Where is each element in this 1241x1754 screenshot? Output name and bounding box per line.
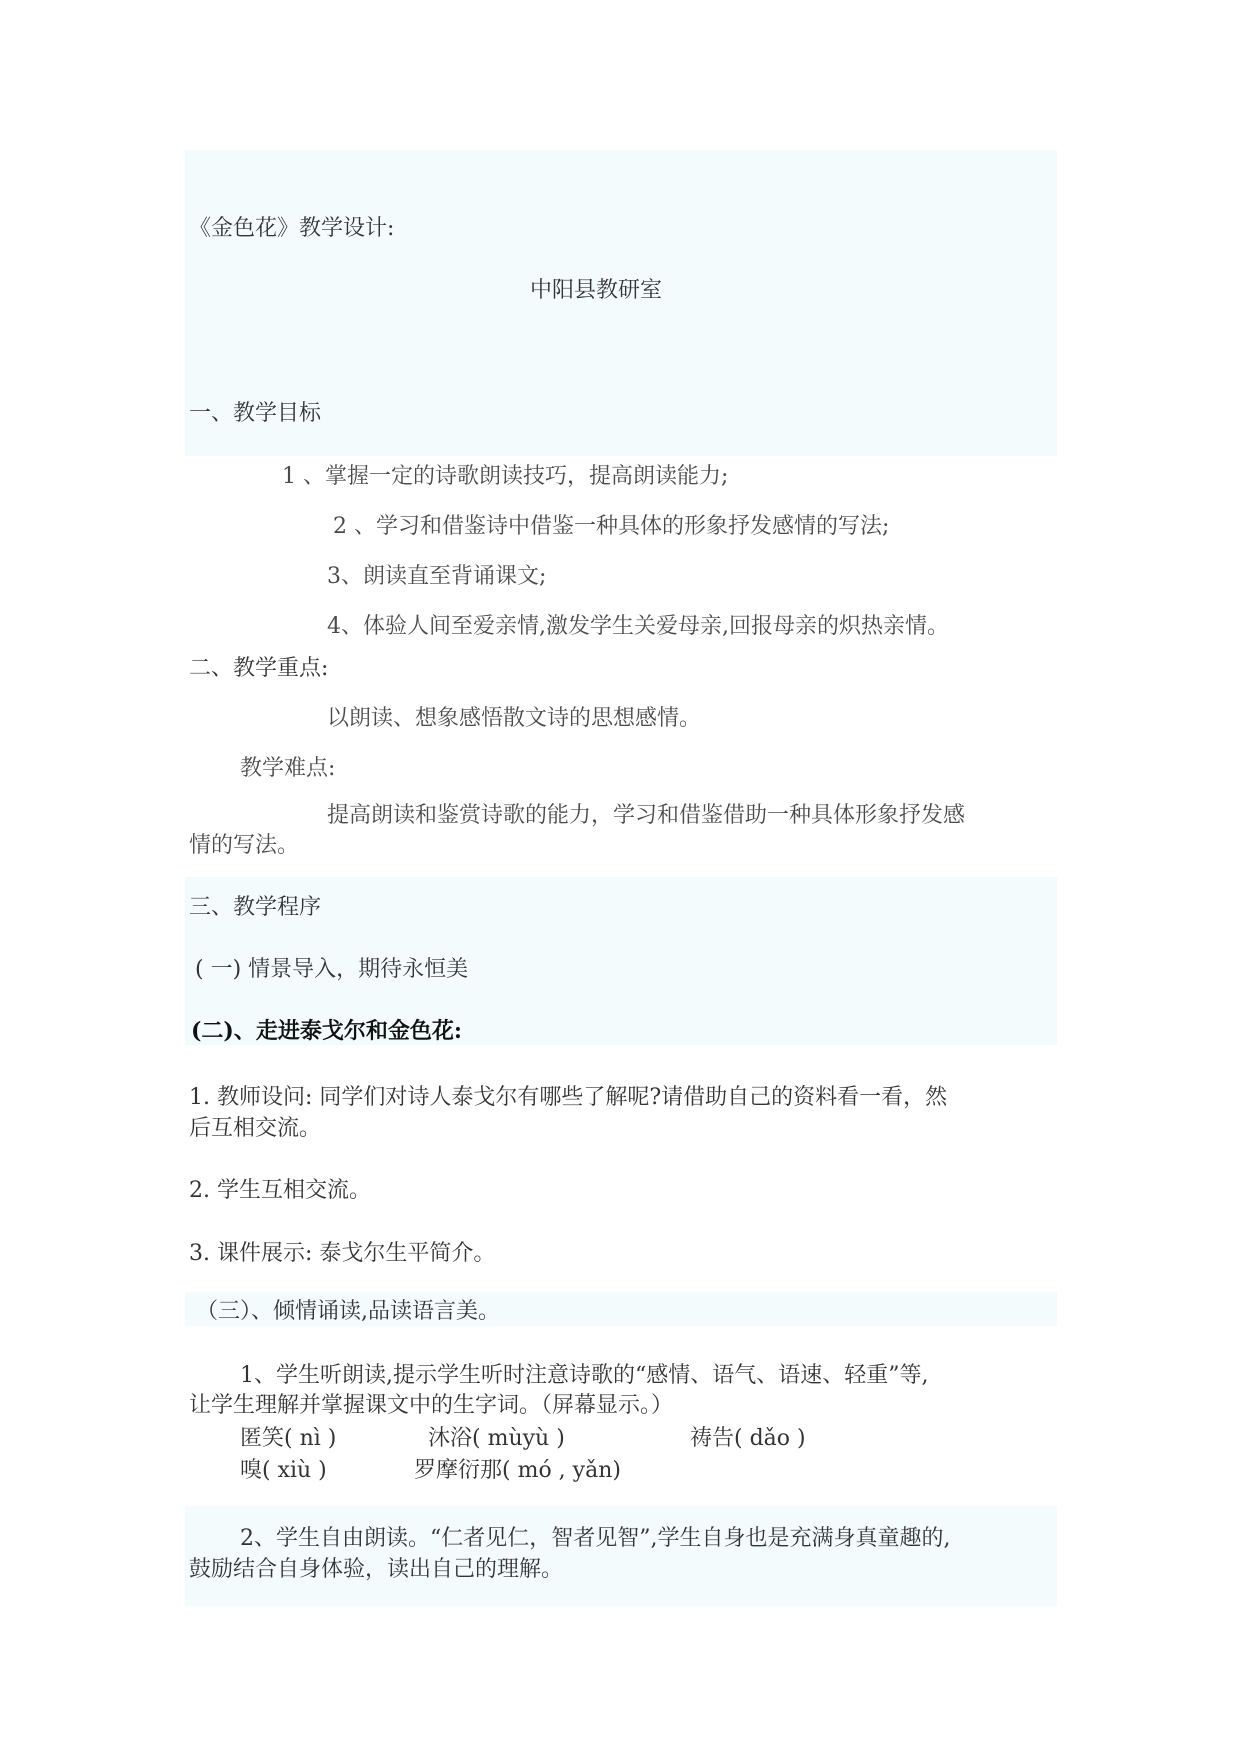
doc-title: 《金色花》教学设计:: [189, 216, 395, 241]
section-heading-objectives: 一、教学目标: [189, 401, 322, 426]
subsection-heading: （三）、倾情诵读,品读语言美。: [196, 1299, 500, 1324]
list-item: 2. 学生互相交流。: [189, 1178, 371, 1203]
vocab-word: 祷告( dǎo ): [690, 1426, 806, 1451]
section-heading-key-points: 二、教学重点:: [189, 656, 329, 681]
objective-item: 3、朗读直至背诵课文;: [327, 564, 547, 589]
list-item: 让学生理解并掌握课文中的生字词。（屏幕显示。）: [189, 1393, 674, 1418]
difficulty-text: 提高朗读和鉴赏诗歌的能力，学习和借鉴借助一种具体形象抒发感: [327, 803, 966, 828]
vocab-word: 罗摩衍那( mó , yǎn): [414, 1458, 621, 1483]
vocab-word: 沐浴( mùyù ): [428, 1426, 565, 1451]
objective-item: 2 、学习和借鉴诗中借鉴一种具体的形象抒发感情的写法;: [333, 514, 890, 539]
list-item: 后互相交流。: [189, 1116, 322, 1141]
list-item: 2、学生自由朗读。“仁者见仁，智者见智”,学生自身也是充满身真童趣的,: [240, 1526, 951, 1551]
vocab-word: 匿笑( nì ): [240, 1426, 337, 1451]
list-item: 1、学生听朗读,提示学生听时注意诗歌的“感情、语气、语速、轻重”等,: [240, 1363, 929, 1388]
objective-item: 1 、掌握一定的诗歌朗读技巧，提高朗读能力;: [282, 464, 729, 489]
key-point-text: 以朗读、想象感悟散文诗的思想感情。: [327, 706, 702, 731]
author: 中阳县教研室: [530, 278, 663, 303]
difficulty-text: 情的写法。: [189, 833, 300, 858]
objective-item: 4、体验人间至爱亲情,激发学生关爱母亲,回报母亲的炽热亲情。: [327, 614, 949, 639]
difficulty-label: 教学难点:: [240, 756, 336, 781]
section-heading-procedure: 三、教学程序: [189, 895, 322, 920]
list-item: 1. 教师设问: 同学们对诗人泰戈尔有哪些了解呢?请借助自己的资料看一看，然: [189, 1085, 948, 1110]
list-item: 3. 课件展示: 泰戈尔生平简介。: [189, 1241, 496, 1266]
list-item: 鼓励结合自身体验，读出自己的理解。: [189, 1557, 564, 1582]
vocab-word: 嗅( xiù ): [240, 1458, 327, 1483]
subsection-heading: (二)、走进泰戈尔和金色花:: [191, 1018, 462, 1044]
subsection-heading: ( 一) 情景导入，期待永恒美: [195, 957, 469, 982]
